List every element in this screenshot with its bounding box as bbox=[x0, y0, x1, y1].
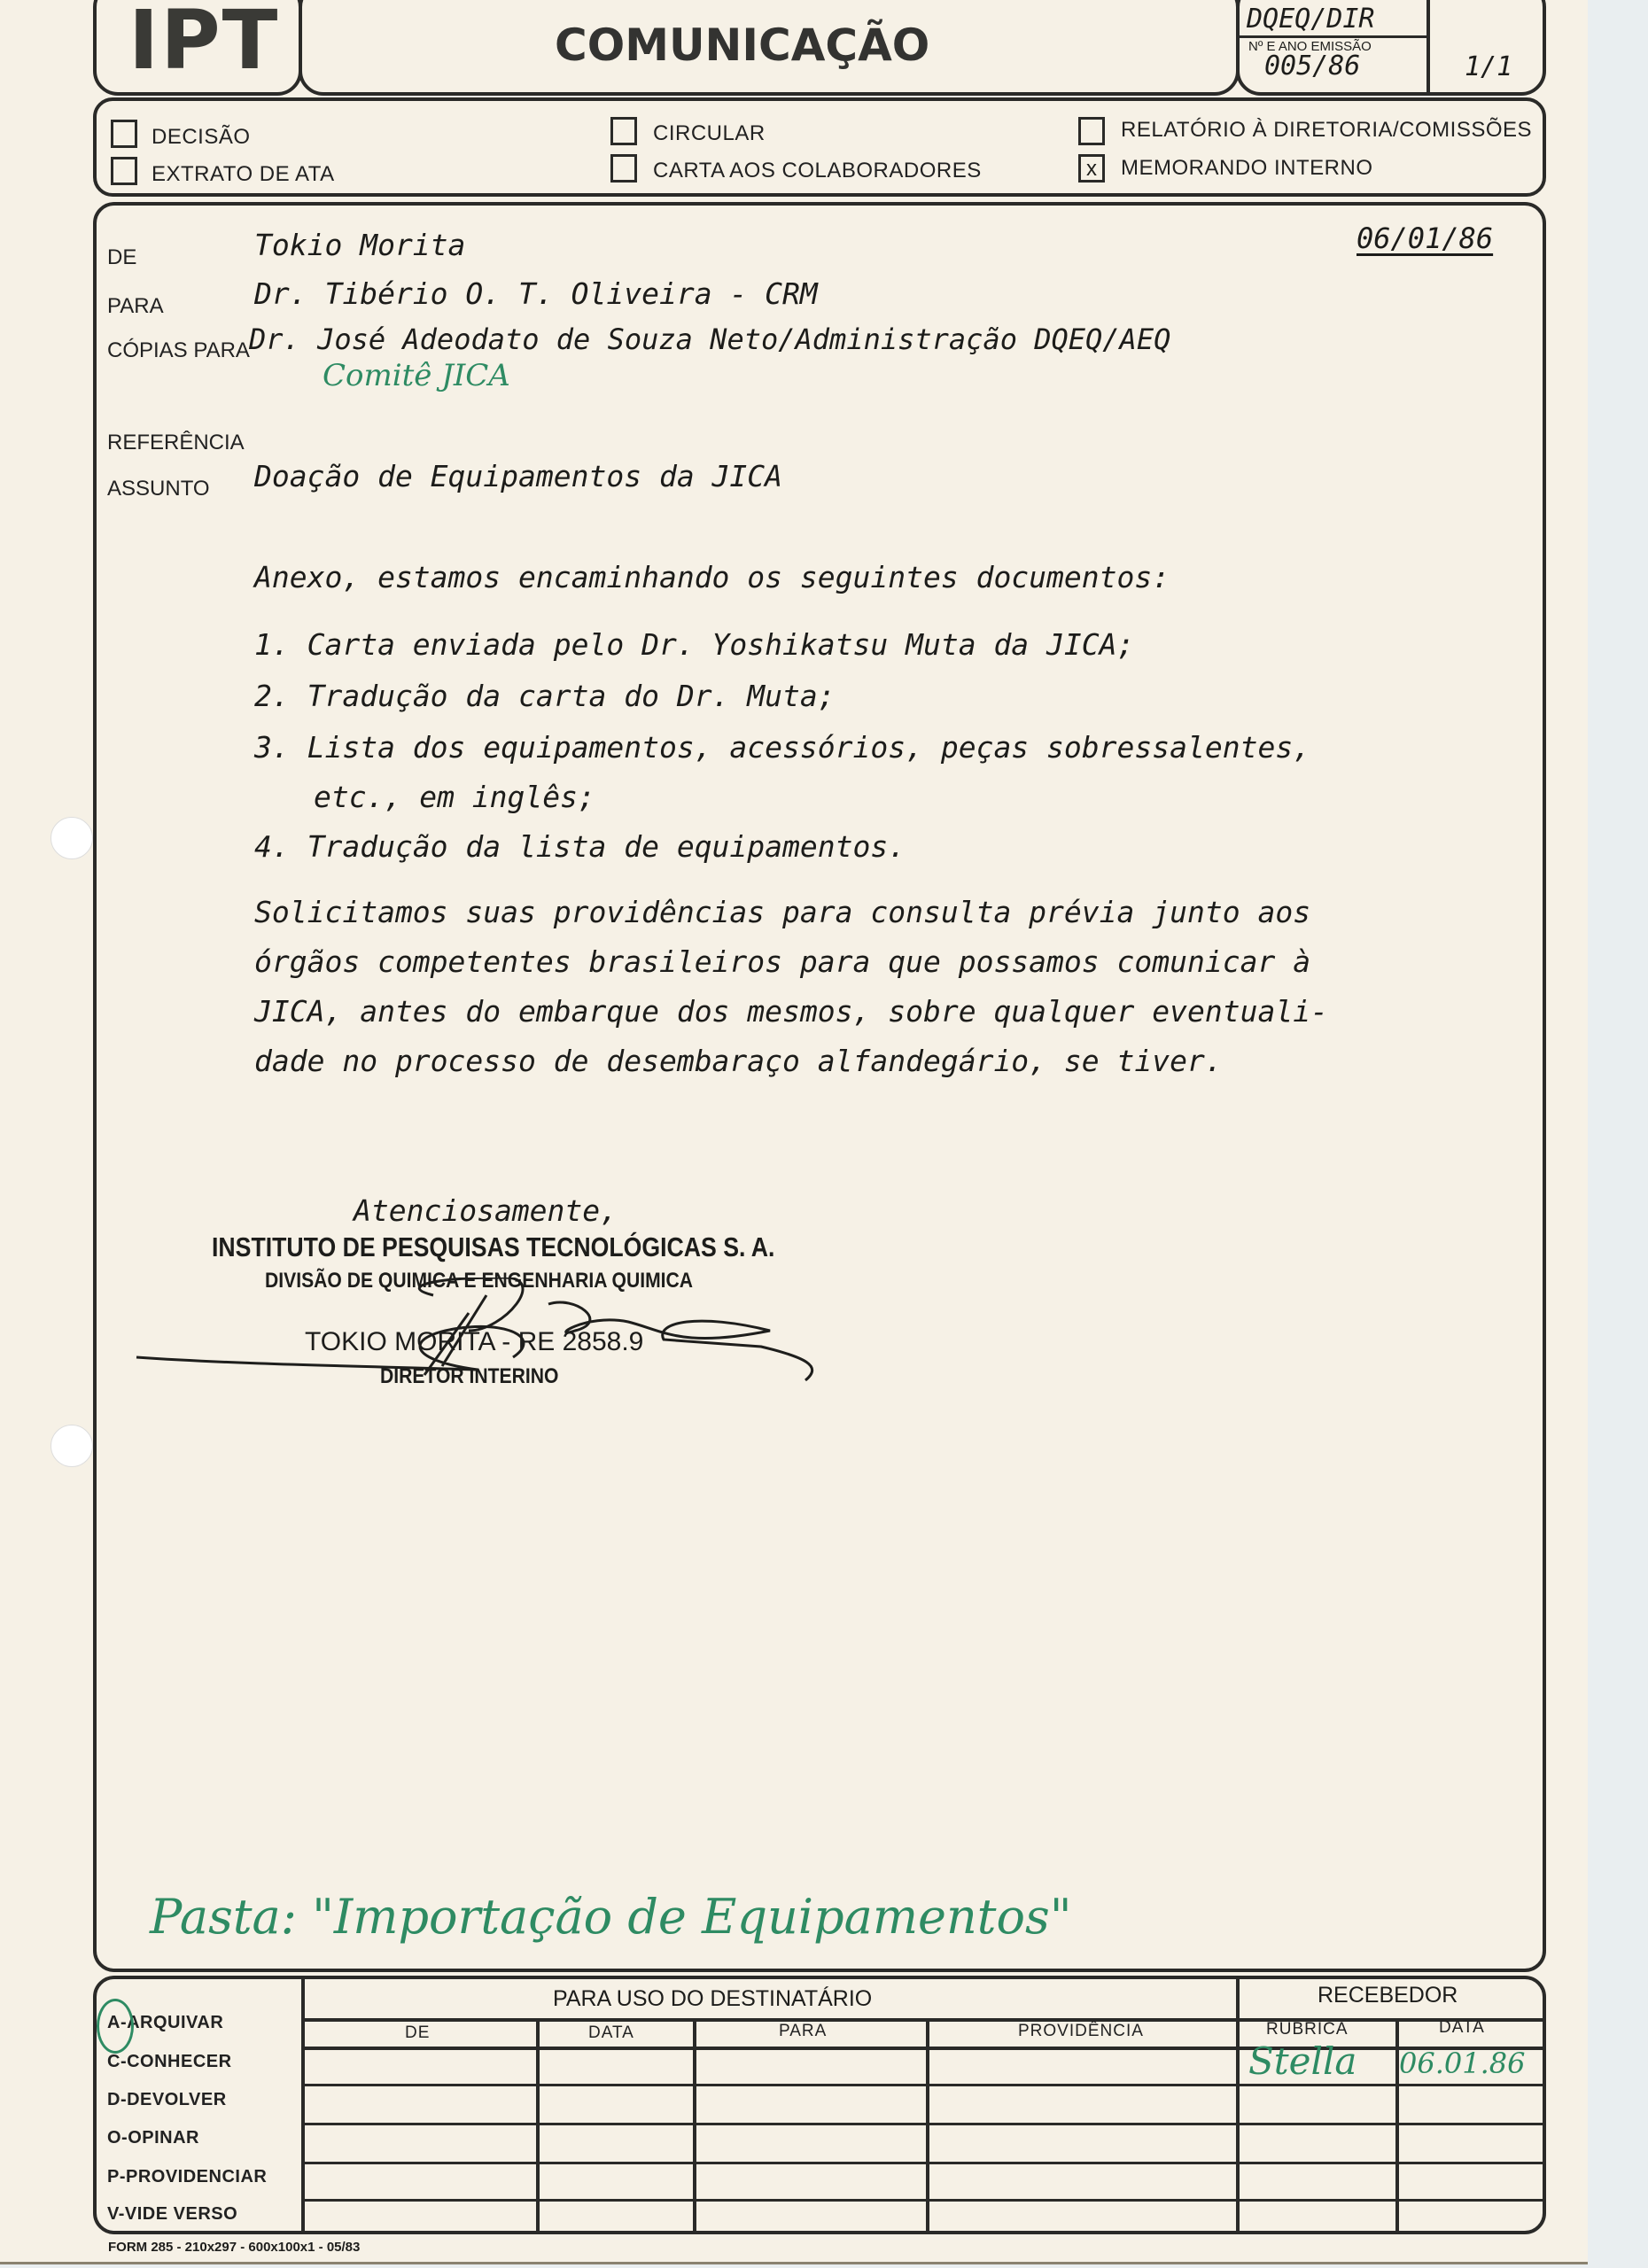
action-arquivar[interactable]: A-ARQUIVAR bbox=[107, 2013, 224, 2032]
list-item: 1. Carta enviada pelo Dr. Yoshikatsu Muta da JICA; bbox=[254, 627, 1135, 662]
rubrica-signature: Stella bbox=[1248, 2039, 1357, 2083]
logo-box bbox=[93, 0, 302, 96]
column-header-data-receipt: DATA bbox=[1439, 2018, 1485, 2037]
origin-code: DQEQ/DIR bbox=[1247, 4, 1375, 35]
checkbox-label: CARTA AOS COLABORADORES bbox=[653, 159, 982, 183]
divider bbox=[301, 2018, 1546, 2022]
body-intro: Anexo, estamos encaminhando os seguintes documentos: bbox=[254, 560, 1170, 594]
closing: Atenciosamente, bbox=[354, 1193, 618, 1228]
checkbox-circular[interactable] bbox=[610, 117, 637, 145]
document-number: 005/86 bbox=[1264, 50, 1361, 82]
checkbox-decisao[interactable] bbox=[111, 120, 137, 148]
body-paragraph-line: Solicitamos suas providências para consulta prévia junto aos bbox=[254, 895, 1311, 929]
reference-box bbox=[1236, 0, 1546, 96]
punch-hole bbox=[51, 1425, 93, 1467]
divider bbox=[301, 2199, 1546, 2202]
checkbox-relatorio-diretoria[interactable] bbox=[1078, 117, 1105, 145]
column-header-data: DATA bbox=[588, 2023, 634, 2042]
para-label: PARA bbox=[107, 294, 164, 318]
divider bbox=[693, 2020, 696, 2234]
para-value: Dr. Tibério O. T. Oliveira - CRM bbox=[254, 276, 818, 311]
action-conhecer[interactable]: C-CONHECER bbox=[107, 2052, 232, 2071]
number-label: Nº E ANO EMISSÃO bbox=[1248, 39, 1372, 54]
page-title: COMUNICAÇÃO bbox=[555, 19, 930, 71]
checkbox-label: MEMORANDO INTERNO bbox=[1121, 156, 1373, 180]
list-item: 2. Tradução da carta do Dr. Muta; bbox=[254, 679, 836, 713]
punch-hole bbox=[51, 817, 93, 859]
divider bbox=[301, 2047, 1546, 2050]
column-header-providencia: PROVIDÊNCIA bbox=[1018, 2022, 1144, 2040]
assunto-label: ASSUNTO bbox=[107, 477, 210, 501]
body-paragraph-line: órgãos competentes brasileiros para que possamos comunicar à bbox=[254, 944, 1311, 979]
list-item: 4. Tradução da lista de equipamentos. bbox=[254, 829, 906, 864]
list-item: etc., em inglês; bbox=[314, 780, 595, 814]
checkbox-label: EXTRATO DE ATA bbox=[152, 162, 335, 186]
ipt-logo: IPT bbox=[128, 0, 280, 88]
action-vide-verso[interactable]: V-VIDE VERSO bbox=[107, 2204, 238, 2224]
column-header-para: PARA bbox=[779, 2022, 828, 2040]
document-type-box bbox=[93, 97, 1546, 197]
memo-date: 06/01/86 bbox=[1356, 221, 1494, 255]
folder-handwritten-note: Pasta: "Importação de Equipamentos" bbox=[150, 1889, 1072, 1945]
list-item: 3. Lista dos equipamentos, acessórios, peças sobressalentes, bbox=[254, 730, 1311, 765]
routing-table bbox=[93, 1976, 1546, 2234]
division-name: DIVISÃO DE QUIMICA E ENGENHARIA QUIMICA bbox=[265, 1269, 694, 1293]
body-paragraph-line: dade no processo de desembaraço alfandegário, se tiver. bbox=[254, 1044, 1223, 1078]
checkbox-label: DECISÃO bbox=[152, 125, 251, 149]
title-box bbox=[299, 0, 1240, 96]
memo-body-box bbox=[93, 202, 1546, 1972]
action-devolver[interactable]: D-DEVOLVER bbox=[107, 2090, 227, 2109]
action-opinar[interactable]: O-OPINAR bbox=[107, 2128, 199, 2148]
checkbox-extrato-de-ata[interactable] bbox=[111, 157, 137, 185]
receipt-date: 06.01.86 bbox=[1399, 2047, 1526, 2080]
signatory-name: TOKIO MORITA - RE 2858.9 bbox=[305, 1327, 644, 1356]
copias-value: Dr. José Adeodato de Souza Neto/Administração DQEQ/AEQ bbox=[249, 322, 1171, 356]
checkbox-label: RELATÓRIO À DIRETORIA/COMISSÕES bbox=[1121, 118, 1533, 142]
body-paragraph-line: JICA, antes do embarque dos mesmos, sobre qualquer eventuali- bbox=[254, 994, 1328, 1029]
de-label: DE bbox=[107, 245, 137, 269]
assunto-value: Doação de Equipamentos da JICA bbox=[254, 459, 783, 493]
copias-label: CÓPIAS PARA bbox=[107, 338, 250, 362]
checkbox-label: CIRCULAR bbox=[653, 121, 766, 145]
form-code: FORM 285 - 210x297 - 600x100x1 - 05/83 bbox=[108, 2240, 361, 2255]
referencia-label: REFERÊNCIA bbox=[107, 431, 245, 454]
action-providenciar[interactable]: P-PROVIDENCIAR bbox=[107, 2167, 268, 2186]
de-value: Tokio Morita bbox=[254, 228, 466, 262]
page-count: 1/1 bbox=[1465, 51, 1513, 82]
column-header-rubrica: RUBRICA bbox=[1266, 2020, 1349, 2039]
divider bbox=[301, 2084, 1546, 2086]
checkbox-carta-aos-colaboradores[interactable] bbox=[610, 154, 637, 183]
divider bbox=[1240, 35, 1428, 38]
table-title: PARA USO DO DESTINATÁRIO bbox=[553, 1986, 873, 2011]
divider bbox=[301, 2123, 1546, 2125]
signatory-role: DIRETOR INTERINO bbox=[380, 1364, 559, 1388]
selected-action-circle bbox=[97, 1999, 134, 2054]
copias-handwritten-note: Comitê JICA bbox=[323, 358, 510, 393]
divider bbox=[536, 2020, 540, 2234]
divider bbox=[1426, 0, 1430, 96]
receiver-title: RECEBEDOR bbox=[1318, 1983, 1458, 2008]
checkbox-memorando-interno[interactable]: x bbox=[1078, 154, 1105, 183]
divider bbox=[926, 2020, 929, 2234]
organization-name: INSTITUTO DE PESQUISAS TECNOLÓGICAS S. A. bbox=[212, 1231, 775, 1262]
divider bbox=[301, 2162, 1546, 2164]
column-header-de: DE bbox=[405, 2023, 431, 2042]
